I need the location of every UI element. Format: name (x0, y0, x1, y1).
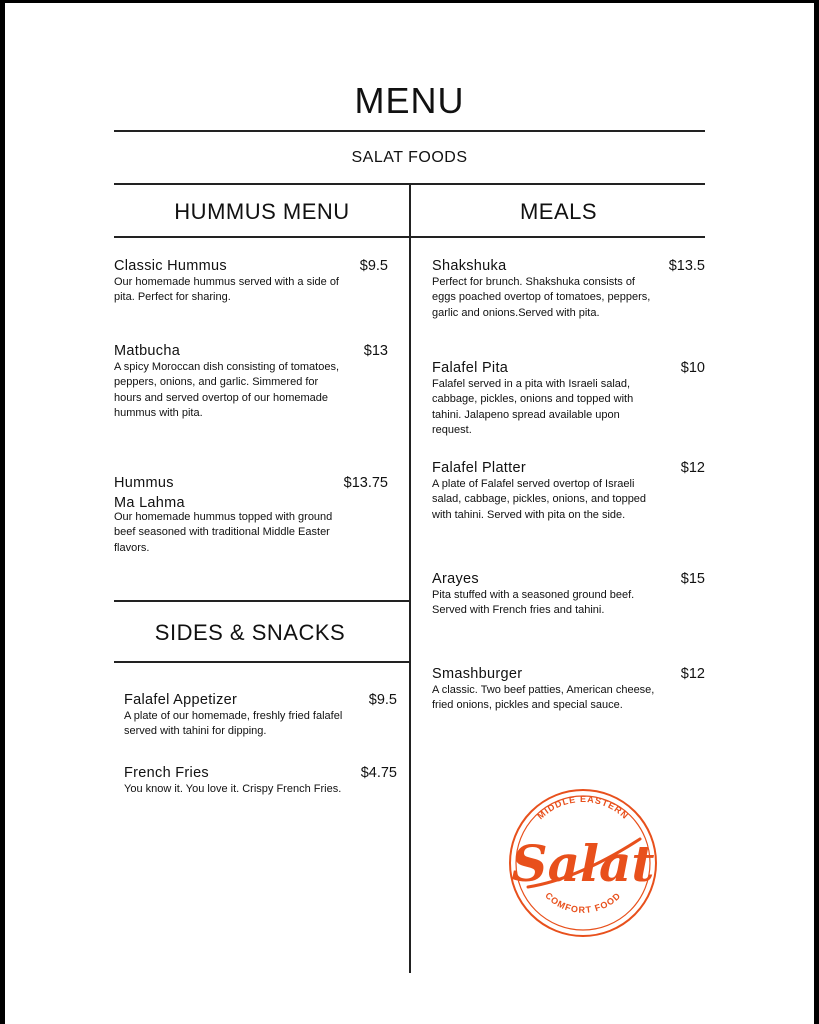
item-price: $9.5 (368, 692, 397, 708)
restaurant-name: SALAT FOODS (351, 149, 468, 166)
item-name: Matbucha (114, 343, 181, 359)
item-description: Pita stuffed with a seasoned ground beef. Served with French fries and tahini. (432, 589, 635, 617)
item-price: $13.75 (343, 475, 388, 491)
menu-item (432, 256, 705, 332)
menu-item (114, 256, 388, 316)
item-name: Shakshuka (432, 258, 507, 274)
menu-item (124, 763, 397, 818)
item-description: Our homemade hummus topped with ground beef seasoned with traditional Middle Easter flavors. (114, 511, 333, 554)
item-description: You know it. You love it. Crispy French Fries. (124, 783, 342, 795)
menu-item (432, 569, 705, 633)
item-description: A classic. Two beef patties, American cheese, fried onions, pickles and special sauce. (432, 684, 655, 712)
item-name: Arayes (432, 571, 479, 587)
item-description: A plate of Falafel served overtop of Israeli salad, cabbage, pickles, onions, and topped with tahini. Served with pita on the side. (432, 478, 647, 521)
item-price: $10 (680, 360, 705, 376)
item-name: Falafel Platter (432, 460, 526, 476)
column-divider (409, 185, 411, 973)
item-name: Falafel Pita (432, 360, 509, 376)
item-description: Our homemade hummus served with a side of pita. Perfect for sharing. (114, 276, 339, 304)
menu-item (432, 664, 705, 728)
menu-item (432, 458, 705, 538)
logo-bottom-text: COMFORT FOOD (543, 890, 623, 915)
item-price: $12 (680, 666, 705, 682)
item-description: Perfect for brunch. Shakshuka consists of eggs poached overtop of tomatoes, peppers, garlic and onions.Served with pita. (432, 276, 651, 319)
divider (114, 600, 409, 602)
page-title: MENU (354, 80, 465, 121)
divider (114, 661, 409, 663)
item-price: $13 (363, 343, 388, 359)
item-price: $4.75 (360, 765, 397, 781)
item-price: $9.5 (359, 258, 388, 274)
item-price: $13.5 (668, 258, 705, 274)
item-name: Falafel Appetizer (124, 692, 238, 708)
item-name-line-1: Hummus (114, 475, 174, 491)
item-description: A plate of our homemade, freshly fried falafel served with tahini for dipping. (124, 710, 343, 738)
meals-heading: MEALS (519, 199, 598, 224)
salat-logo (498, 783, 668, 943)
item-price: $12 (680, 460, 705, 476)
hummus-menu-heading: HUMMUS MENU (174, 199, 350, 224)
item-name: Smashburger (432, 666, 523, 682)
sides-snacks-heading: SIDES & SNACKS (154, 620, 346, 645)
logo-top-text: MIDDLE EASTERN (535, 793, 631, 822)
menu-item (124, 690, 397, 745)
item-price: $15 (680, 571, 705, 587)
logo-script-text: Salat (511, 834, 655, 893)
item-description: A spicy Moroccan dish consisting of tomatoes, peppers, onions, and garlic. Simmered for hours and served overtop of our homemade hummus with pita. (114, 361, 339, 419)
item-description: Falafel served in a pita with Israeli salad, cabbage, pickles, onions and topped with tahini. Jalapeno spread available upon request. (432, 378, 634, 436)
menu-item (432, 358, 705, 438)
item-name-line-2: Ma Lahma (114, 495, 185, 511)
menu-item (114, 341, 388, 441)
menu-item (114, 473, 388, 563)
item-name: Classic Hummus (114, 258, 227, 274)
item-name: French Fries (124, 765, 209, 781)
divider (114, 130, 705, 132)
